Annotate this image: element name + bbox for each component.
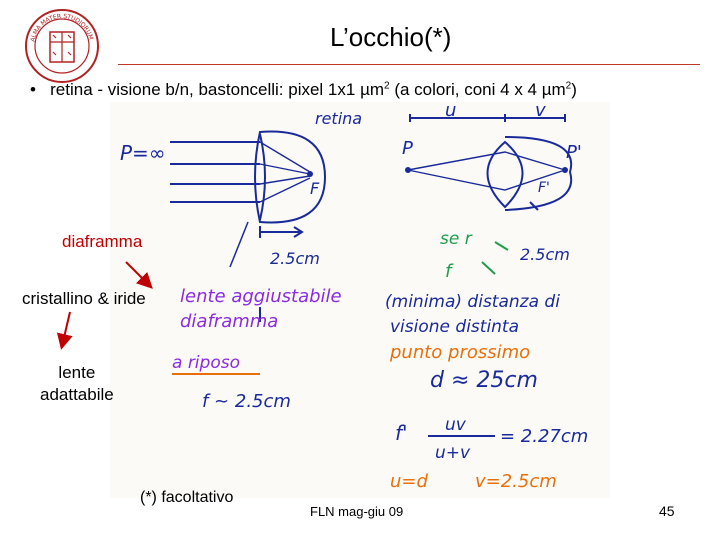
- p-note: P: [402, 138, 413, 159]
- v-note: v: [535, 102, 546, 121]
- label-diaframma: diaframma: [62, 232, 143, 251]
- label-lente-line2: adattabile: [40, 385, 114, 404]
- bullet-marker: •: [30, 80, 36, 99]
- punto-prossimo-note: punto prossimo: [390, 342, 531, 363]
- f-note-left: F: [310, 179, 320, 198]
- svg-text:ALMA MATER STUDIORUM: ALMA MATER STUDIORUM: [29, 12, 95, 43]
- footer-course: FLN mag-giu 09: [310, 504, 404, 519]
- arrow-cristallino: [62, 312, 70, 346]
- superscript-1: 2: [384, 80, 390, 92]
- p-infinity-note: P=∞: [120, 141, 166, 165]
- fraction-numerator: uv: [445, 415, 466, 435]
- slide-title: L’occhio(*): [330, 22, 452, 52]
- bullet-text-mid: (a colori, coni 4 x 4 µm: [389, 80, 566, 99]
- diaframma-note: diaframma: [180, 311, 279, 332]
- u-equals-note: u=d: [390, 471, 428, 492]
- distance-left-note: 2.5cm: [270, 249, 320, 268]
- page-number: 45: [659, 503, 675, 519]
- retina-note: retina: [315, 109, 363, 128]
- lente-aggiustabile-note: lente aggiustabile: [180, 286, 342, 307]
- u-note: u: [445, 102, 457, 121]
- arrow-diaframma: [126, 262, 150, 286]
- f-small-note: f: [445, 261, 452, 282]
- bullet-text-end: ): [571, 80, 577, 99]
- label-lente-line1: lente: [58, 363, 96, 382]
- f-prime-note: F': [538, 180, 550, 196]
- label-cristallino-iride: cristallino & iride: [22, 289, 146, 308]
- f-approx-note: f ~ 2.5cm: [202, 391, 291, 412]
- v-equals-note: v=2.5cm: [475, 471, 557, 492]
- bullet-text-main: retina - visione b/n, bastoncelli: pixel 1x1 µm: [50, 80, 385, 99]
- se-r-note: se r: [440, 229, 472, 249]
- footnote-facoltativo: (*) facoltativo: [140, 489, 234, 506]
- fraction-denominator: u+v: [435, 443, 471, 463]
- visione-note: visione distinta: [390, 317, 520, 337]
- p-prime-note: P': [566, 142, 582, 163]
- a-riposo-note: a riposo: [172, 353, 240, 373]
- d-equals-note: d ≈ 25cm: [430, 368, 538, 393]
- superscript-2: 2: [565, 80, 572, 92]
- equation-result: = 2.27cm: [500, 426, 589, 447]
- distance-right-note: 2.5cm: [520, 245, 570, 264]
- minima-note: (minima) distanza di: [385, 292, 560, 312]
- f-prime-eq-note: f': [395, 421, 408, 445]
